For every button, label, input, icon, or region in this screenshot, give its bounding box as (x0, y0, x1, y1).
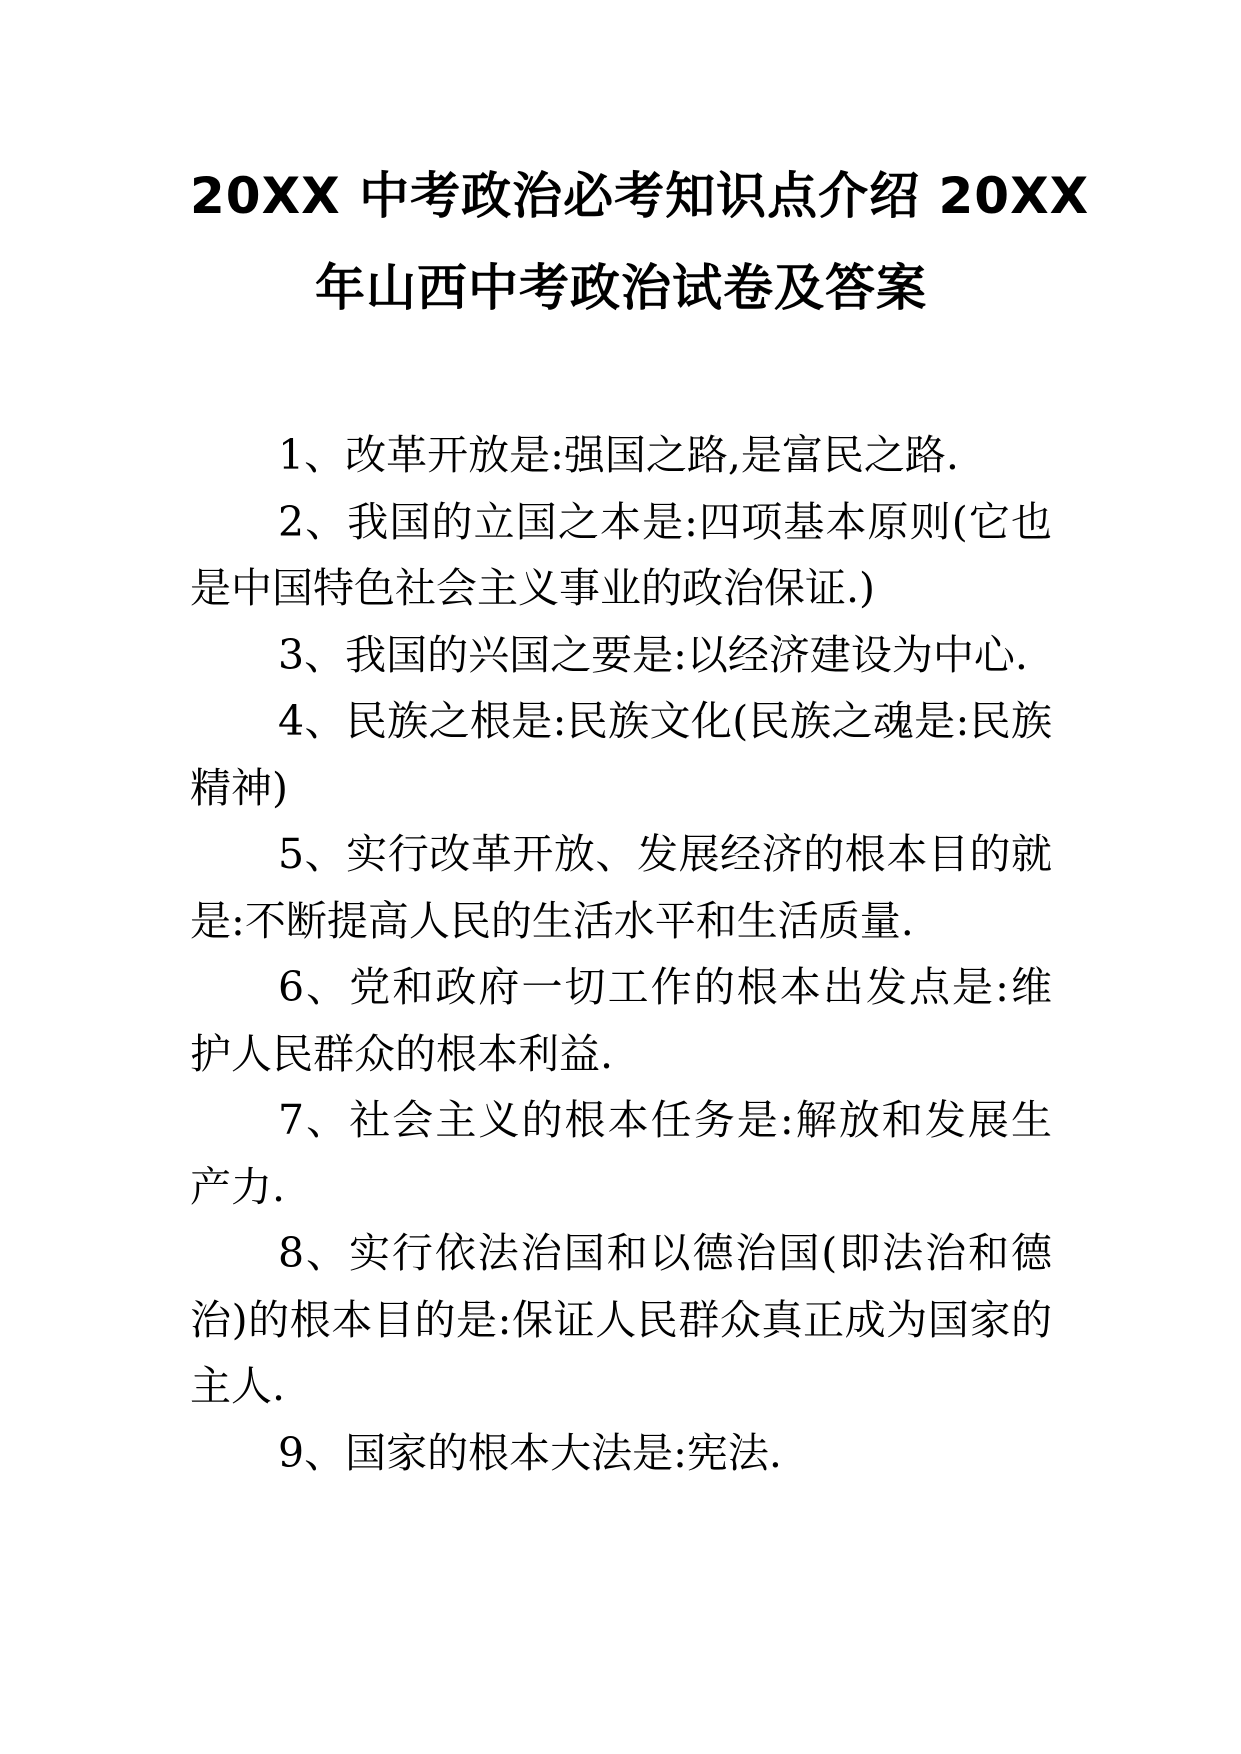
list-item-1: 1、改革开放是:强国之路,是富民之路. (278, 431, 959, 479)
list-item-5: 5、实行改革开放、发展经济的根本目的就是:不断提高人民的生活水平和生活质量. (190, 830, 1052, 945)
list-item-2: 2、我国的立国之本是:四项基本原则(它也是中国特色社会主义事业的政治保证.) (190, 497, 1052, 612)
document-page (190, 150, 1090, 1486)
title-line-2: 年山西中考政治试卷及答案 (315, 259, 927, 317)
list-item-8: 8、实行依法治国和以德治国(即法治和德治)的根本目的是:保证人民群众真正成为国家的主人. (190, 1229, 1052, 1410)
title-line-1: 20XX 中考政治必考知识点介绍 20XX (190, 167, 1090, 225)
list-item-6: 6、党和政府一切工作的根本出发点是:维护人民群众的根本利益. (190, 963, 1052, 1078)
list-item-3: 3、我国的兴国之要是:以经济建设为中心. (278, 630, 1028, 679)
list-item-9: 9、国家的根本大法是:宪法. (278, 1428, 782, 1477)
list-item-7: 7、社会主义的根本任务是:解放和发展生产力. (190, 1096, 1052, 1211)
list-item-4: 4、民族之根是:民族文化(民族之魂是:民族精神) (190, 697, 1052, 812)
document-title (190, 150, 1090, 334)
document-body (190, 422, 1052, 1486)
